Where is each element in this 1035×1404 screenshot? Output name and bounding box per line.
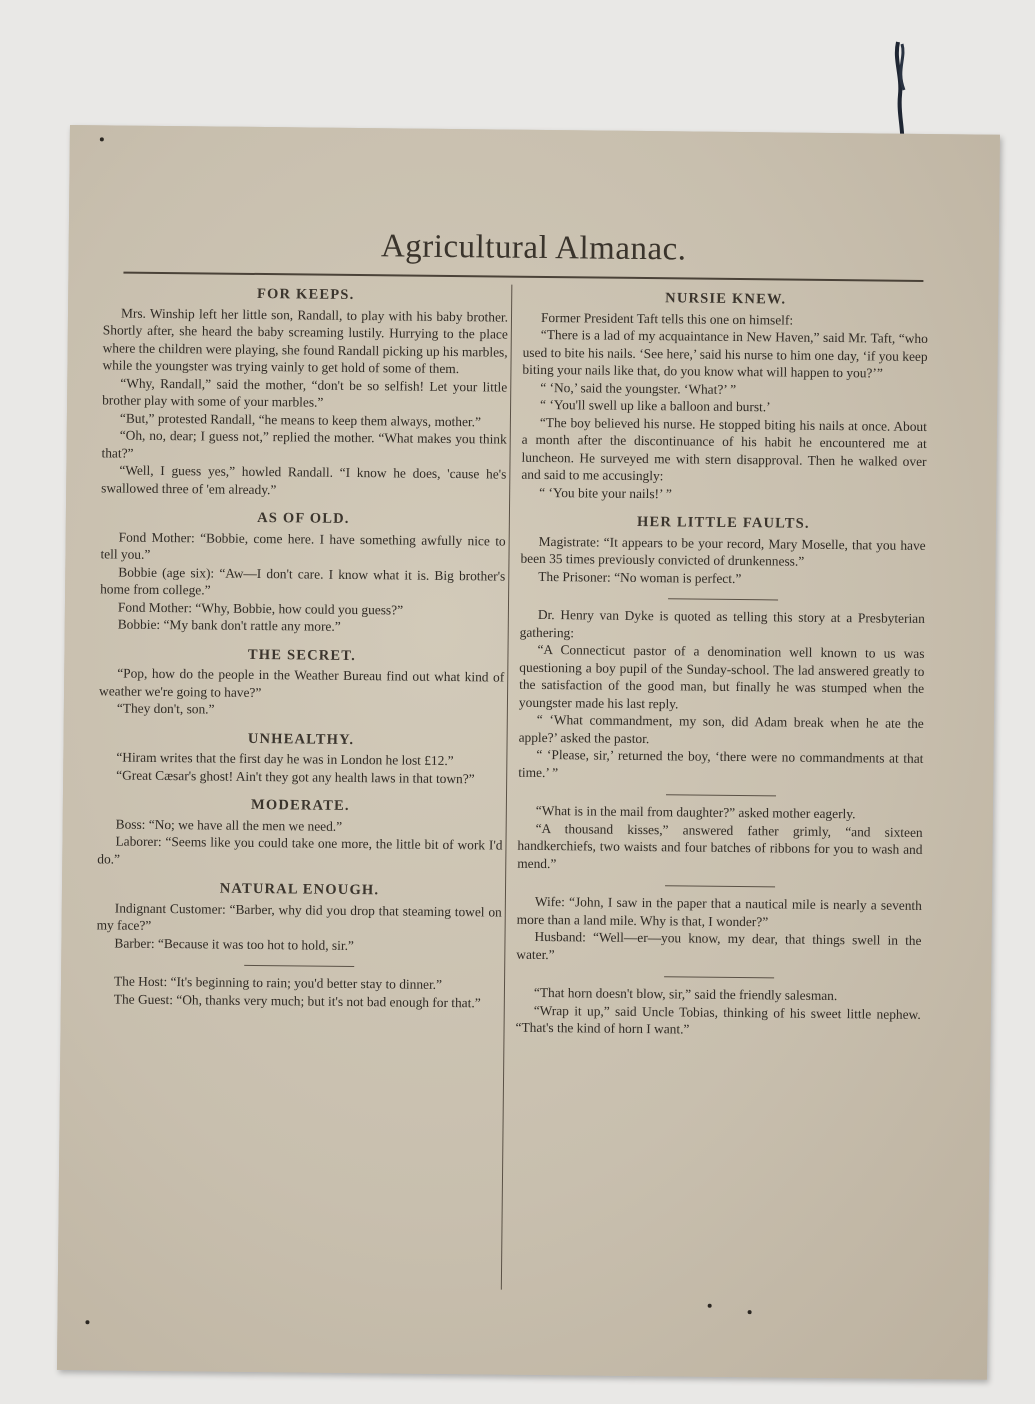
story: [521, 289, 928, 505]
story-paragraph: “Oh, no, dear; I guess not,” replied the mother. “What makes you think that?”: [101, 427, 507, 461]
story-paragraph: Boss: “No; we have all the men we need.”: [115, 816, 343, 834]
story-paragraph: “A Connecticut pastor of a denomination well known to us was questioning a boy pupil of the Sunday-school. The lad answered greatly to the satisfaction of the good man, but finally he was stumped when the youngster made his last reply.: [518, 641, 925, 711]
story-paragraph: “What is in the mail from daughter?” asked mother eagerly.: [535, 802, 856, 822]
story-paragraph: The Prisoner: “No woman is perfect.”: [538, 568, 742, 586]
story-paragraph: Former President Taft tells this one on himself:: [540, 309, 794, 328]
story-paragraph: “They don't, son.”: [116, 700, 215, 717]
story-paragraph: “That horn doesn't blow, sir,” said the friendly salesman.: [533, 984, 838, 1004]
story-heading: MODERATE.: [250, 796, 350, 814]
story-paragraph: Barber: “Because it was too hot to hold, sir.”: [114, 935, 355, 953]
story-paragraph: “ ‘What commandment, my son, did Adam break when he ate the apple?’ asked the pastor.: [518, 711, 924, 746]
story-paragraph: Laborer: “Seems like you could take one more, the little bit of work I'd do.”: [97, 833, 503, 867]
left-column: [96, 280, 509, 1023]
story-paragraph: “Pop, how do the people in the Weather Bureau find out what kind of weather we're going to have?”: [99, 665, 505, 700]
story-heading: THE SECRET.: [247, 646, 357, 664]
story-paragraph: The Host: “It's beginning to rain; you'd better stay to dinner.”: [113, 973, 443, 992]
page-speck: [748, 1310, 752, 1314]
almanac-page: [57, 125, 1000, 1380]
story-separator: [664, 976, 774, 978]
story-separator: [666, 794, 776, 796]
story-paragraph: “But,” protested Randall, “he means to keep them always, mother.”: [119, 410, 482, 429]
story-paragraph: Bobbie (age six): “Aw—I don't care. I know what it is. Big brother's home from college.”: [100, 564, 506, 598]
story-paragraph: Magistrate: “It appears to be your record, Mary Moselle, that you have been 35 times previously convicted of drunkenness.”: [520, 533, 926, 569]
story-heading: FOR KEEPS.: [256, 285, 355, 303]
story-paragraph: “ ‘You'll swell up like a balloon and burst.’: [540, 396, 771, 415]
right-column: [515, 285, 928, 1053]
story: [518, 606, 925, 785]
story: [516, 893, 922, 967]
story: [100, 508, 506, 637]
story: [97, 795, 503, 871]
story: [520, 513, 926, 589]
story-paragraph: Wife: “John, I saw in the paper that a nautical mile is nearly a seventh more than a land mile. Why is that, I wonder?”: [516, 893, 922, 929]
story-heading: NURSIE KNEW.: [665, 290, 787, 308]
story-heading: UNHEALTHY.: [247, 730, 355, 748]
story-paragraph: “Why, Randall,” said the mother, “don't be so selfish! Let your little brother play with some of your marbles.”: [102, 375, 508, 410]
story-paragraph: Dr. Henry van Dyke is quoted as telling this story at a Presbyterian gathering:: [519, 606, 925, 640]
story: [517, 802, 923, 876]
story-heading: HER LITTLE FAULTS.: [636, 513, 810, 532]
story: [101, 284, 508, 500]
story-paragraph: “Wrap it up,” said Uncle Tobias, thinking of his sweet little nephew. “That's the kind of horn I want.”: [515, 1002, 921, 1037]
story-paragraph: Bobbie: “My bank don't rattle any more.”: [117, 616, 341, 634]
story-paragraph: “The boy believed his nurse. He stopped biting his nails at once. About a month after the discontinuance of his habit he encountered me at luncheon. He surveyed me with stern disapproval. Then he walked over and said to me accusingly:: [521, 414, 927, 484]
story-paragraph: Husband: “Well—er—you know, my dear, that things swell in the water.”: [516, 928, 922, 962]
story-paragraph: “Great Cæsar's ghost! Ain't they got any health laws in that town?”: [116, 767, 475, 786]
story-paragraph: “ ‘Please, sir,’ returned the boy, ‘there were no commandments at that time.’ ”: [518, 746, 924, 780]
story-paragraph: “There is a lad of my acquaintance in New Haven,” said Mr. Taft, “who used to bite his nails. ‘See here,’ said his nurse to him one day, ‘if you keep biting your nails like that, do you know what will happen to you?’”: [522, 326, 928, 381]
story-paragraph: Mrs. Winship left her little son, Randall, to play with his baby brother. Shortly after, she heard the baby screaming lustily. Hurrying to the place where the children were playing, she found Randall picking up his marbles, while the youngster was trying vainly to get hold of some of them.: [102, 305, 509, 377]
page-speck: [85, 1320, 89, 1324]
story: [96, 972, 501, 1011]
page-speck: [708, 1304, 712, 1308]
story-paragraph: “A thousand kisses,” answered father grimly, “and sixteen handkerchiefs, two waists and four batches of ribbons for you to wash and mend.”: [517, 820, 923, 871]
page-title: Agricultural Almanac.: [380, 228, 687, 268]
story-paragraph: Fond Mother: “Bobbie, come here. I have something awfully nice to tell you.”: [100, 529, 506, 562]
page-speck: [100, 137, 104, 141]
story-paragraph: Fond Mother: “Why, Bobbie, how could you guess?”: [117, 599, 404, 618]
story-heading: AS OF OLD.: [257, 509, 350, 527]
story-paragraph: “ ‘No,’ said the youngster. ‘What?’ ”: [540, 379, 737, 397]
story: [515, 984, 921, 1041]
title-rule: [123, 272, 923, 282]
story-separator: [668, 598, 778, 600]
story-paragraph: “ ‘You bite your nails!’ ”: [539, 484, 672, 501]
story: [98, 729, 504, 788]
story-paragraph: “Hiram writes that the first day he was in London he lost £12.”: [116, 749, 454, 769]
story: [96, 879, 502, 955]
story: [99, 645, 505, 721]
story-heading: NATURAL ENOUGH.: [219, 880, 380, 899]
story-paragraph: The Guest: “Oh, thanks very much; but it's not bad enough for that.”: [113, 991, 481, 1010]
story-separator: [665, 885, 775, 887]
story-separator: [244, 965, 354, 967]
story-paragraph: Indignant Customer: “Barber, why did you drop that steaming towel on my face?”: [96, 900, 502, 933]
story-paragraph: “Well, I guess yes,” howled Randall. “I know he does, 'cause he's swallowed three of 'em already.”: [101, 462, 507, 497]
